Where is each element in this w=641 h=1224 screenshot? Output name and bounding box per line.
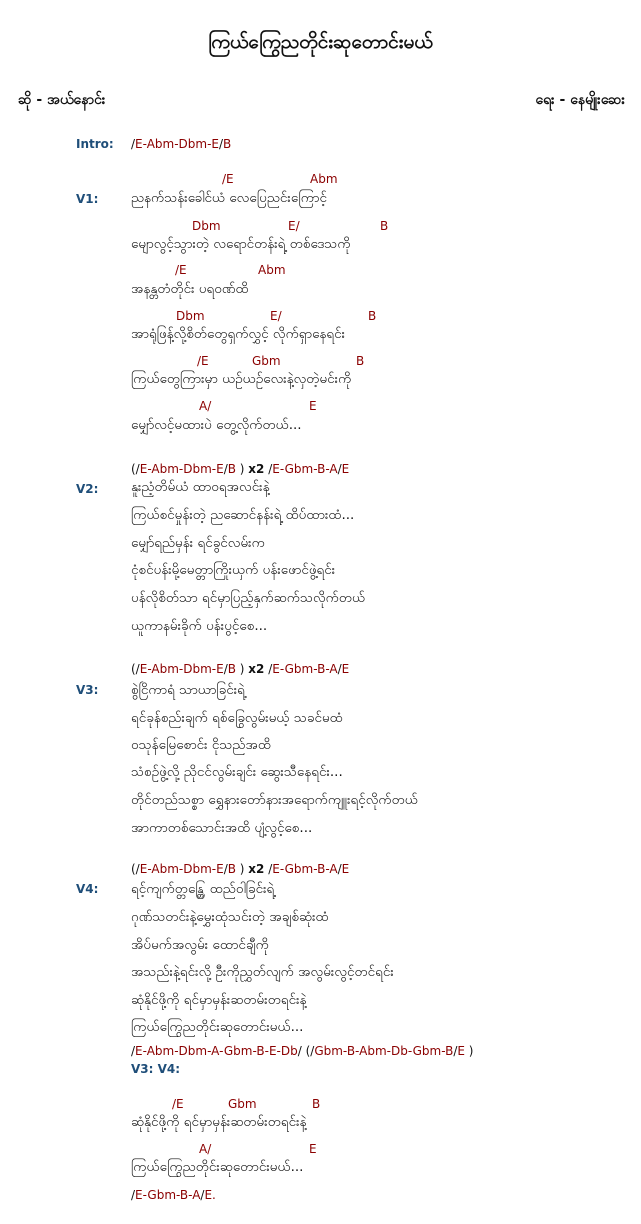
lyric-line: ကြယ်ကြွေညတိုင်းဆုတောင်းမယ်... (131, 1159, 304, 1175)
lyric-line: သံစဉ်ဖွဲ့လို့ ညိုငင်လွမ်းချင်း ဆွေးသီနေရင်း... (131, 764, 343, 780)
lyric-line: ဝသုန်မြေစောင်း ငိုသည်အထိ (131, 737, 271, 753)
slash: / (264, 462, 273, 476)
repeat-verses-label: V3: V4: (131, 1062, 181, 1076)
lyric-line: စွဲငြိကာရံ သာယာခြင်းရဲ့ (131, 682, 245, 698)
slash: / (264, 662, 273, 676)
slash: / (223, 862, 228, 876)
lyric-line: အနန္တတံတိုင်း ပရဝဏ်ထိ (131, 281, 249, 297)
bridge-progression (131, 1044, 473, 1058)
chord: E-Gbm-B-A (272, 462, 338, 476)
chord: E/ (288, 219, 300, 233)
chord: E. (204, 1188, 216, 1202)
final-progression (131, 1188, 216, 1202)
lyric-line: ညနက်သန်းခေါင်ယံ လေပြေညင်းကြောင့် (131, 190, 327, 206)
lyric-line: အိပ်မက်အလွမ်း ထောင်ချီကို (131, 937, 269, 953)
slash: / (219, 137, 224, 151)
slash: / (337, 462, 342, 476)
lyric-line: ကြယ်တွေကြားမှာ ယဉ်ယဉ်လေးနဲ့လှတဲ့မင်းကို (131, 371, 352, 387)
repeat-count: x2 (248, 662, 265, 676)
slash: / (131, 137, 136, 151)
paren-close: ) (464, 1044, 474, 1058)
repeat-progression (131, 662, 349, 676)
lyric-line: ဆုံနိုင်ဖို့ကို ရင်မှာမှန်းဆတမ်းတရင်းနဲ့ (131, 1114, 307, 1130)
chord: B (227, 462, 236, 476)
lyric-line: တိုင်တည်သစ္စာ ရွှေနားတော်နားအရောက်ကျူးရင့်လိုက်တယ် (131, 792, 418, 808)
slash: / (200, 1188, 205, 1202)
chord: E-Abm-Dbm-A-Gbm-B-E-Db (135, 1044, 298, 1058)
verse4-label: V4: (76, 882, 99, 896)
slash: / (264, 862, 273, 876)
lyric-line: နူးညံ့တိမ်ယံ ထာဝရအလင်းနဲ့ (131, 479, 270, 495)
lyric-line: အာကာတစ်သောင်းအထိ ပျံ့လွင့်စေ... (131, 820, 313, 836)
chord: E (341, 662, 350, 676)
chord: E-Gbm-B-A (272, 862, 338, 876)
verse1-label: V1: (76, 192, 99, 206)
chord: E (309, 399, 317, 413)
paren-open: (/ (131, 662, 140, 676)
chord: B (223, 137, 232, 151)
slash: / (131, 1188, 136, 1202)
chord: B (380, 219, 389, 233)
paren-open: (/ (131, 862, 140, 876)
paren-close: ) (235, 462, 249, 476)
chord: E-Gbm-B-A (135, 1188, 201, 1202)
chord: B (356, 354, 365, 368)
slash: / (131, 1044, 136, 1058)
chord: E (341, 862, 350, 876)
verse2-label: V2: (76, 482, 99, 496)
lyric-line: ကြယ်ကြွေညတိုင်းဆုတောင်းမယ်... (131, 1019, 304, 1035)
chord: E-Abm-Dbm-E (135, 137, 219, 151)
lyric-line: မျောလွင့်သွားတဲ့ လရောင်တန်းရဲ့ တစ်ဒေသကို (131, 236, 351, 252)
writer-credit: ရေး - နေမျိုးဆေး (535, 92, 625, 108)
paren-open: (/ (131, 462, 140, 476)
chord: /E (197, 354, 209, 368)
repeat-count: x2 (248, 862, 265, 876)
chord: E/ (270, 309, 282, 323)
lyric-line: ကြယ်စင်မှုန်းတဲ့ ညဆောင်နန်းရဲ့ ထိပ်ထားထံ... (131, 507, 355, 523)
repeat-progression (131, 462, 349, 476)
chord: B (227, 862, 236, 876)
chord: Gbm (228, 1097, 257, 1111)
lyric-line: ရင်ခုန်စည်းချက် ရစ်ခြွေလွမ်းမယ့် သခင်မထံ (131, 710, 343, 726)
chord: A/ (199, 399, 212, 413)
lyric-line: မျှော်ရည်မှန်း ရင်ခွင်လမ်းက (131, 535, 265, 551)
repeat-count: x2 (248, 462, 265, 476)
song-title: ကြယ်ကြွေညတိုင်းဆုတောင်းမယ် (208, 31, 433, 53)
chord: B (368, 309, 377, 323)
chord: E (341, 462, 350, 476)
lyric-line: အာရုံဖြန့်လို့စိတ်တွေရှက်လွှင့် လိုက်ရှာနေရင်း (131, 326, 346, 342)
lyric-line: ရင့်ကျက်တ္တန္တြေ ထည်ဝါခြင်းရဲ့ (131, 881, 275, 897)
chord: Dbm (176, 309, 205, 323)
slash: / (223, 462, 228, 476)
chord: Abm (310, 172, 338, 186)
intro-progression (131, 137, 231, 151)
repeat-progression (131, 862, 349, 876)
lyric-line: ဂုဏ်သတင်းနဲ့မွှေးထုံသင်းတဲ့ အချစ်ဆုံးထံ (131, 909, 329, 925)
chord: Gbm (252, 354, 281, 368)
lyric-line: အသည်းနဲ့ရင်းလို့ ဦးကိုညွှတ်လျက် အလွမ်းလွင့်တင်ရင်း (131, 964, 394, 980)
slash: / (337, 662, 342, 676)
chord: Dbm (192, 219, 221, 233)
slash: / (337, 862, 342, 876)
chord: /E (222, 172, 234, 186)
slash: / (/ (297, 1044, 315, 1058)
chord: Gbm-B-Abm-Db-Gbm-B (314, 1044, 454, 1058)
chord: B (227, 662, 236, 676)
chord: /E (175, 263, 187, 277)
chord: E-Abm-Dbm-E (139, 862, 224, 876)
chord: E (309, 1142, 317, 1156)
paren-close: ) (235, 862, 249, 876)
intro-label: Intro: (76, 137, 114, 151)
lyric-line: ယူကာနမ်းခိုက် ပန်းပွင့်စေ... (131, 618, 268, 634)
lyric-line: ပန်လိုစိတ်သာ ရင်မှာပြည့်နှက်ဆက်သလိုက်တယ် (131, 590, 366, 606)
chord: E-Abm-Dbm-E (139, 462, 224, 476)
paren-close: ) (235, 662, 249, 676)
lyric-line: ငုံစင်ပန်းမို့မေတ္တာကြိုးယှက် ပန်းဖောင်ဖွဲ့ရင်း (131, 562, 336, 578)
chord: /E (172, 1097, 184, 1111)
slash: / (453, 1044, 458, 1058)
lyric-line: ဆုံနိုင်ဖို့ကို ရင်မှာမှန်းဆတမ်းတရင်းနဲ့ (131, 992, 307, 1008)
chord: Abm (258, 263, 286, 277)
chord: E (457, 1044, 465, 1058)
chord: A/ (199, 1142, 212, 1156)
chord: B (312, 1097, 321, 1111)
slash: / (223, 662, 228, 676)
lyric-line: မျှော်လင့်မထားပဲ တွေ့လိုက်တယ်... (131, 417, 302, 433)
chord: E-Abm-Dbm-E (139, 662, 224, 676)
singer-credit: ဆို - အယ်နောင်း (18, 92, 106, 108)
verse3-label: V3: (76, 683, 99, 697)
chord: E-Gbm-B-A (272, 662, 338, 676)
